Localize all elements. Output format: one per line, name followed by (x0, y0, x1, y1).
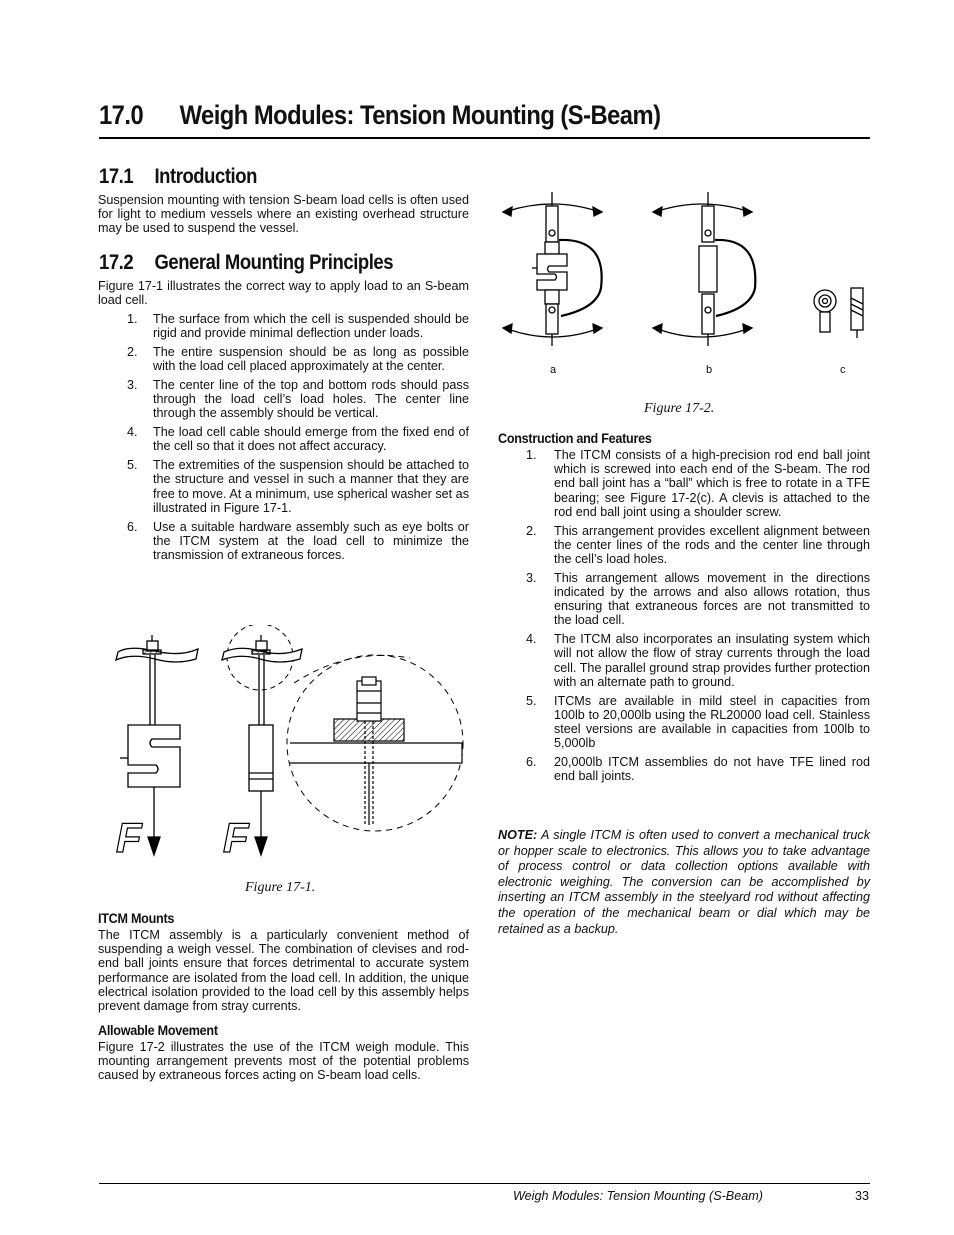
section-17-2-heading (99, 251, 393, 275)
construction-list (498, 448, 870, 788)
section-number: 17.1 (99, 165, 134, 188)
note-paragraph (498, 828, 870, 937)
section-title: General Mounting Principles (154, 251, 394, 274)
list-item: 6. 20,000lb ITCM assemblies do not have TFE lined rod end ball joints. (526, 755, 870, 784)
list-item: 5. ITCMs are available in mild steel in capacities from 100lb to 20,000lb using the RL20000 load cell. Stainless steel versions are available in capacities from 100lb to 5,000lb (526, 693, 870, 751)
list-item: 5. The extremities of the suspension should be attached to the structure and vessel in such a manner that they are free to move. At a minimum, use spherical washer set as illustrated in Figure 17-1. (127, 458, 469, 515)
section-number: 17.2 (99, 251, 134, 274)
list-item: 2. The entire suspension should be as long as possible with the load cell placed approximately at the center. (127, 345, 469, 374)
principles-intro: Figure 17-1 illustrates the correct way to apply load to an S-beam load cell. (98, 279, 469, 308)
figure-17-1-caption: Figure 17-1. (245, 880, 316, 895)
figure-17-2-caption: Figure 17-2. (644, 401, 715, 416)
page-title: 17.0 Weigh Modules: Tension Mounting (S-Beam) (99, 100, 870, 139)
itcm-assembly-a (503, 192, 602, 346)
list-item: 3. The center line of the top and bottom rods should pass through the load cell’s load holes. The center line through the assembly should be vertical. (127, 378, 469, 421)
list-item: 3. This arrangement allows movement in the directions indicated by the arrows and also allows rotation, thus ensuring that extraneous forces are not transmitted to the load cell. (526, 570, 870, 628)
section-17-1-heading (99, 165, 257, 189)
list-item: 1. The surface from which the cell is suspended should be rigid and provide minimal deflection under loads. (127, 312, 469, 341)
figure-label-b-text: b (706, 364, 713, 376)
itcm-heading: ITCM Mounts (98, 910, 175, 926)
construction-heading: Construction and Features (498, 430, 652, 446)
figure-label-c-text: c (840, 364, 846, 376)
force-label: F (116, 814, 142, 860)
note-text: A single ITCM is often used to convert a mechanical truck or hopper scale to electronics. This allows you to take advantage of process control or data collection options available with electronic weighing. The conversion can be accomplished by inserting an ITCM assembly in the steelyard rod without affecting the operation of the mechanical beam or dial which may be retained as a backup. (498, 828, 870, 936)
detail-circle (287, 655, 463, 831)
intro-paragraph: Suspension mounting with tension S-beam load cells is often used for light to medium vessels where an existing overhead structure may be used to suspend the vessel. (98, 193, 469, 236)
list-item: 1. The ITCM consists of a high-precision rod end ball joint which is screwed into each end of the S-beam. The rod end ball joint has a “ball” which is free to rotate in a TFE bearing; see Figure 17-2(c). A clevis is attached to the rod end ball joint using a shoulder screw. (526, 448, 870, 519)
list-item: 2. This arrangement provides excellent alignment between the center lines of the rods and the center line through the cell’s load holes. (526, 523, 870, 567)
force-label: F (223, 814, 249, 860)
footer-title: Weigh Modules: Tension Mounting (S-Beam) (513, 1189, 763, 1203)
figure-17-2-illustration (497, 188, 872, 363)
section-title: Introduction (154, 165, 257, 188)
principles-list (98, 312, 469, 567)
list-item: 6. Use a suitable hardware assembly such as eye bolts or the ITCM system at the load cell to minimize the transmission of extraneous forces. (127, 519, 469, 563)
itcm-paragraph: The ITCM assembly is a particularly convenient method of suspending a weigh vessel. The combination of clevises and rod-end ball joints ensure that forces detrimental to accurate system performance are isolated from the load cell. In addition, the unique electrical isolation provided to the load cell by this assembly helps prevent damage from stray currents. (98, 928, 469, 1014)
itcm-assembly-b (653, 192, 755, 346)
figure-label-a-text: a (550, 364, 557, 376)
movement-paragraph: Figure 17-2 illustrates the use of the ITCM weigh module. This mounting arrangement prevents most of the potential problems caused by extraneous forces acting on S-beam load cells. (98, 1040, 469, 1083)
movement-heading: Allowable Movement (98, 1022, 218, 1038)
page-number: 33 (855, 1189, 870, 1203)
rod-end-detail-c (814, 288, 863, 338)
note-label: NOTE: (498, 828, 538, 842)
list-item: 4. The load cell cable should emerge from the fixed end of the cell so that it does not affect accuracy. (127, 425, 469, 454)
list-item: 4. The ITCM also incorporates an insulating system which will not allow the flow of stray currents through the load cell. The parallel ground strap provides further protection with an alternate path to ground. (526, 632, 870, 689)
footer-rule (99, 1183, 870, 1184)
figure-17-1-illustration (110, 625, 470, 860)
